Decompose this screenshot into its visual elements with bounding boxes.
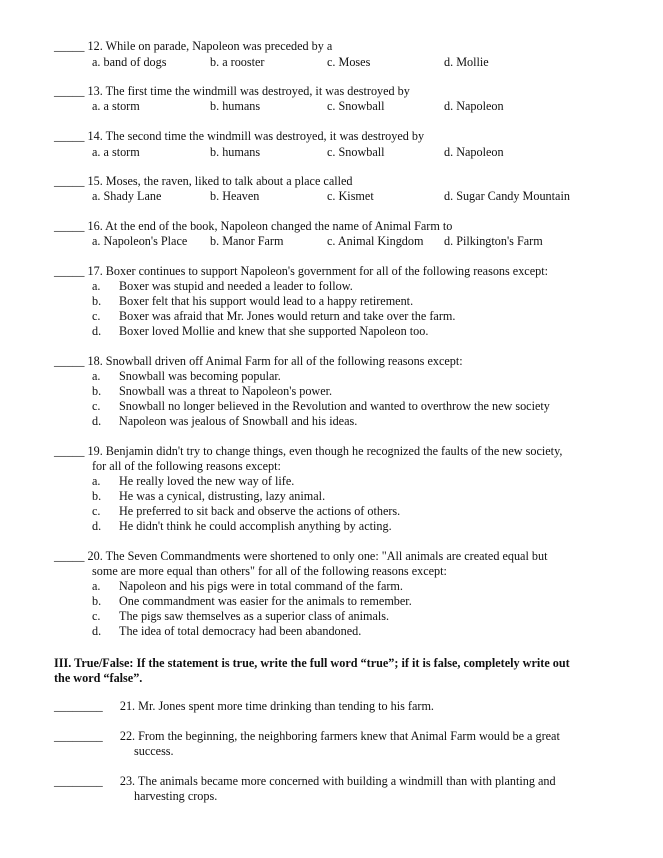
question-stem: 18. Snowball driven off Animal Farm for all of the following reasons except:: [87, 354, 463, 368]
answer-blank[interactable]: ________: [54, 774, 103, 788]
option-c: c. Animal Kingdom: [327, 234, 424, 248]
option-d: d. Pilkington's Farm: [444, 234, 543, 248]
option-letter-d: d.: [92, 519, 102, 533]
statement-continued: success.: [134, 744, 174, 758]
answer-blank[interactable]: ________: [54, 699, 103, 713]
answer-blank[interactable]: _____: [54, 174, 85, 188]
question-22-line: [54, 729, 560, 743]
option-c: He preferred to sit back and observe the actions of others.: [119, 504, 401, 518]
option-letter-b: b.: [92, 384, 102, 398]
option-letter-c: c.: [92, 504, 101, 518]
option-letter-a: a.: [92, 474, 101, 488]
option-letter-a: a.: [92, 579, 101, 593]
question-stem: 14. The second time the windmill was destroyed, it was destroyed by: [87, 129, 425, 143]
option-letter-b: b.: [92, 489, 102, 503]
option-b: b. Heaven: [210, 189, 260, 203]
option-b: One commandment was easier for the animals to remember.: [119, 594, 412, 608]
option-d: d. Napoleon: [444, 99, 504, 113]
answer-blank[interactable]: _____: [54, 84, 85, 98]
answer-blank[interactable]: _____: [54, 354, 85, 368]
question-12-stem-line: [54, 39, 332, 53]
option-a: Napoleon and his pigs were in total command of the farm.: [119, 579, 403, 593]
option-letter-b: b.: [92, 594, 102, 608]
answer-blank[interactable]: _____: [54, 549, 85, 563]
question-15-stem-line: [54, 174, 353, 188]
option-d: d. Mollie: [444, 55, 489, 69]
option-letter-c: c.: [92, 609, 101, 623]
option-letter-c: c.: [92, 309, 101, 323]
statement: 22. From the beginning, the neighboring farmers knew that Animal Farm would be a great: [119, 729, 560, 743]
option-c: c. Moses: [327, 55, 371, 69]
option-b: Snowball was a threat to Napoleon's power.: [119, 384, 333, 398]
option-b: b. humans: [210, 145, 261, 159]
option-b: Boxer felt that his support would lead to a happy retirement.: [119, 294, 414, 308]
option-letter-b: b.: [92, 294, 102, 308]
option-d: He didn't think he could accomplish anything by acting.: [119, 519, 392, 533]
statement: 23. The animals became more concerned with building a windmill than with planting and: [119, 774, 556, 788]
statement: 21. Mr. Jones spent more time drinking than tending to his farm.: [119, 699, 434, 713]
question-17-stem-line: [54, 264, 548, 278]
option-b: b. Manor Farm: [210, 234, 284, 248]
question-13-stem-line: [54, 84, 410, 98]
question-21-line: [54, 699, 434, 713]
option-d: The idea of total democracy had been abandoned.: [119, 624, 362, 638]
option-c: The pigs saw themselves as a superior class of animals.: [119, 609, 390, 623]
option-letter-d: d.: [92, 324, 102, 338]
option-letter-d: d.: [92, 414, 102, 428]
option-c: Snowball no longer believed in the Revolution and wanted to overthrow the new society: [119, 399, 550, 413]
question-stem: 12. While on parade, Napoleon was preceded by a: [87, 39, 333, 53]
question-stem: 17. Boxer continues to support Napoleon's government for all of the following reasons except:: [87, 264, 548, 278]
option-c: Boxer was afraid that Mr. Jones would return and take over the farm.: [119, 309, 456, 323]
answer-blank[interactable]: _____: [54, 129, 85, 143]
question-14-stem-line: [54, 129, 424, 143]
option-letter-c: c.: [92, 399, 101, 413]
option-a: Snowball was becoming popular.: [119, 369, 281, 383]
question-stem-continued: for all of the following reasons except:: [92, 459, 281, 473]
option-b: b. humans: [210, 99, 261, 113]
option-a: a. a storm: [92, 145, 140, 159]
option-c: c. Snowball: [327, 145, 385, 159]
question-stem-continued: some are more equal than others" for all of the following reasons except:: [92, 564, 447, 578]
answer-blank[interactable]: _____: [54, 444, 85, 458]
option-letter-d: d.: [92, 624, 102, 638]
question-stem: 16. At the end of the book, Napoleon changed the name of Animal Farm to: [87, 219, 453, 233]
option-a: a. Shady Lane: [92, 189, 162, 203]
question-stem: 15. Moses, the raven, liked to talk about a place called: [87, 174, 353, 188]
option-a: He really loved the new way of life.: [119, 474, 295, 488]
question-stem: 13. The first time the windmill was destroyed, it was destroyed by: [87, 84, 410, 98]
option-a: a. a storm: [92, 99, 140, 113]
question-23-line: [54, 774, 556, 788]
question-20-stem-line: [54, 549, 547, 563]
question-16-stem-line: [54, 219, 452, 233]
option-letter-a: a.: [92, 279, 101, 293]
section-heading: III. True/False: If the statement is true, write the full word “true”; if it is false, completely write out: [54, 656, 570, 670]
option-c: c. Kismet: [327, 189, 374, 203]
option-d: Boxer loved Mollie and knew that she supported Napoleon too.: [119, 324, 429, 338]
section-heading-continued: the word “false”.: [54, 671, 143, 685]
option-a: a. band of dogs: [92, 55, 167, 69]
option-c: c. Snowball: [327, 99, 385, 113]
option-a: Boxer was stupid and needed a leader to follow.: [119, 279, 353, 293]
option-b: b. a rooster: [210, 55, 265, 69]
question-stem: 19. Benjamin didn't try to change things, even though he recognized the faults of the new society,: [87, 444, 563, 458]
answer-blank[interactable]: _____: [54, 39, 85, 53]
option-d: d. Sugar Candy Mountain: [444, 189, 570, 203]
question-stem: 20. The Seven Commandments were shortened to only one: "All animals are created equal but: [87, 549, 548, 563]
answer-blank[interactable]: ________: [54, 729, 103, 743]
answer-blank[interactable]: _____: [54, 264, 85, 278]
question-18-stem-line: [54, 354, 463, 368]
option-d: Napoleon was jealous of Snowball and his ideas.: [119, 414, 358, 428]
option-a: a. Napoleon's Place: [92, 234, 188, 248]
statement-continued: harvesting crops.: [134, 789, 218, 803]
option-letter-a: a.: [92, 369, 101, 383]
option-d: d. Napoleon: [444, 145, 504, 159]
question-19-stem-line: [54, 444, 562, 458]
answer-blank[interactable]: _____: [54, 219, 85, 233]
option-b: He was a cynical, distrusting, lazy animal.: [119, 489, 326, 503]
